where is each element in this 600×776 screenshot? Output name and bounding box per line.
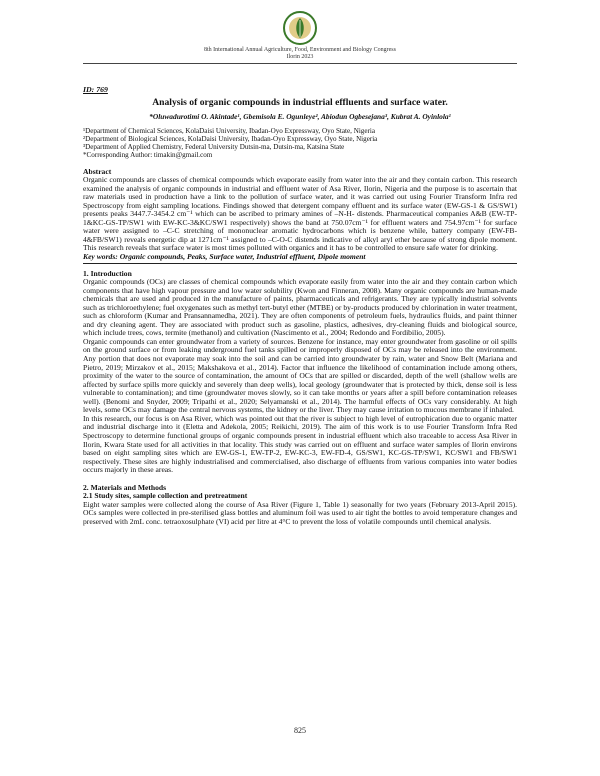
- abstract-heading: Abstract: [83, 166, 112, 176]
- abstract-text: Organic compounds are classes of chemical compounds which evaporate easily from water into the air and they contain carbon. This research examined the analysis of organic compounds in industrial and effluent water of Asa River, Ilorin, Nigeria and the purpose is to ascertain that raw materials used in production have a link to the pollution of surface water, and it was carried out using Fourier Transform Infra red Spectroscopy from eight sampling locations. Findings showed that detergent company effluent and its surface water (EW-GS-1 & GS/SW1) presents peaks 3447.7-3454.2 cm⁻¹ which can be ascribed to primary amines of –N-H- distends. Pharmaceutical companies A&B (EW-TP-1&KC-GS-TP/SW1 with EW-KC-3&KC/SW1 respectively) shows the band at 750.07cm⁻¹ for effluent waters and 754.97cm⁻¹ for surface water were assigned to –C-C stretching of mononuclear aromatic hydrocarbons which is benzene while, battery company (EW-FB-4&FB/SW1) reveals energetic dip at 1271cm⁻¹ assigned to –C-O-C distends indicative of alkyl aryl ether because of strong dipole moment. This research reveals that surface water is most times polluted with organics and it has to be controlled to ensure safe water for drinking.: [83, 175, 517, 253]
- methods-heading: 2. Materials and Methods: [83, 482, 167, 492]
- affiliation: ²Department of Biological Sciences, KolaDaisi University, Ibadan-Oyo Expressway, Oyo State, Nigeria: [83, 134, 378, 143]
- methods-subheading: 2.1 Study sites, sample collection and pretreatment: [83, 491, 248, 501]
- keywords: Key words: Organic compounds, Peaks, Surface water, Industrial effluent, Dipole moment: [83, 252, 366, 262]
- methods-paragraph: Eight water samples were collected along the course of Asa River (Figure 1, Table 1) seasonally for two years (February 2013-April 2015). OCs samples were collected in pre-sterilised glass bottles and aluminum foil was used to air tight the bottles to avoid temperature changes and preserved with 2mL conc. tetraoxosulphate (VI) acid per litre at 4°C to prevent the loss of volatile compounds until chemical analysis.: [83, 499, 517, 526]
- intro-heading: 1. Introduction: [83, 268, 132, 278]
- conference-name: 8th International Annual Agriculture, Food, Environment and Biology Congress: [204, 47, 396, 53]
- paper-id: ID: 769: [83, 85, 108, 94]
- keywords-rule: [83, 263, 517, 264]
- intro-paragraph: In this research, our focus is on Asa River, which was pointed out that the river is subject to high level of eutrophication due to organic matter and industrial discharge into it (Eletta and Adekola, 2005; Reikichi, 2019). The aim of this work is to use Fourier Transform Infra Red Spectroscopy to determine functional groups of organic compounds present in industrial effluent which also traceable to access Asa River in Ilorin, Kwara State used for all activities in that locality. This study was carried out on effluent and surface water samples of Ilorin environs based on eight sampling sites which are EW-GS-1, EW-TP-2, EW-KC-3, EW-FD-4, GS/SW1, KC-GS-TP/SW1, KC/SW1 and FB/SW1 respectively. These sites are highly industrialised and commercialised, also discharge of effluents from various companies into water bodies occurs majorly in these areas.: [83, 413, 517, 475]
- conference-header: [0, 47, 600, 61]
- intro-paragraph: Organic compounds (OCs) are classes of chemical compounds which evaporate easily from water into the air and they contain carbon which components that have high vapour pressure and low water solubility (Kwon and Finneran, 2008). Many organic compounds are human-made chemicals that are used and produced in the manufacture of paints, pharmaceuticals and refrigerants. They are typically industrial solvents such as trichloroethylene; fuel oxygenates such as methyl tert-butyl ether (MTBE) or by-products produced by chlorination in water treatment, such as chloroform (Kumar and Pransannamedha, 2021). They are often components of petroleum fuels, hydraulics fluids, and paint thinner and dry cleaning agent. They are associated with product such as gasoline, plastics, adhesives, dry-cleaning fluids and biological source, which include trees, cows, termite (methanol) and cultivation (Nascimento et al., 2004; Redondo and Fordibilio, 2005).: [83, 277, 517, 338]
- conference-logo-icon: [282, 10, 318, 46]
- paper-authors: *Oluwadurotimi O. Akintade¹, Gbemisola E. Ogunleye², Abiodun Ogbesejana³, Kubrat A. Oyinlola¹: [149, 111, 451, 121]
- affiliation: ³Department of Applied Chemistry, Federal University Dutsin-ma, Dutsin-ma, Katsina State: [83, 142, 345, 151]
- page-number: 825: [294, 726, 306, 735]
- corresponding-author: *Corresponding Author: timakin@gmail.com: [83, 150, 213, 159]
- conference-sub: Ilorin 2023: [286, 54, 314, 60]
- paper-title: Analysis of organic compounds in industrial effluents and surface water.: [152, 96, 448, 108]
- affiliation: ¹Department of Chemical Sciences, KolaDaisi University, Ibadan-Oyo Expressway, Oyo State, Nigeria: [83, 126, 375, 135]
- header-rule: [83, 63, 517, 64]
- intro-paragraph: Organic compounds can enter groundwater from a variety of sources. Benzene for instance, may enter groundwater from gasoline or oil spills on the ground surface or from leaking underground fuel tanks spilled or improperly disposed of OCs may be released into the environment. Any portion that does not evaporate may soak into the soil and can be carried into groundwater by rain, water and Snow Belt (Mariana and Pietro, 2019; Mirzakov et al., 2015; Makshakova et al., 2014). Factor that influence the likelihood of contamination include among others, proximity of the water to the source of contamination, the amount of OCs that are spilled or discarded, depth of the well (shallow wells are affected by surface spills more quickly and severely than deep wells), local geology (groundwater that is protected by thick, dense soil is less vulnerable to contamination); and time (groundwater moves slowly, so it can take months or years after a spill before contamination releases well). (Benomi and Snyder, 2009; Tripathi et al., 2020; Selyamanski et al., 2014). The harmful effects of OCs vary considerably. At high levels, some OCs may damage the central nervous systems, the kidney or the liver. They may cause irritation to mucous membrane if inhaled.: [83, 336, 517, 415]
- paper-body: [83, 86, 517, 526]
